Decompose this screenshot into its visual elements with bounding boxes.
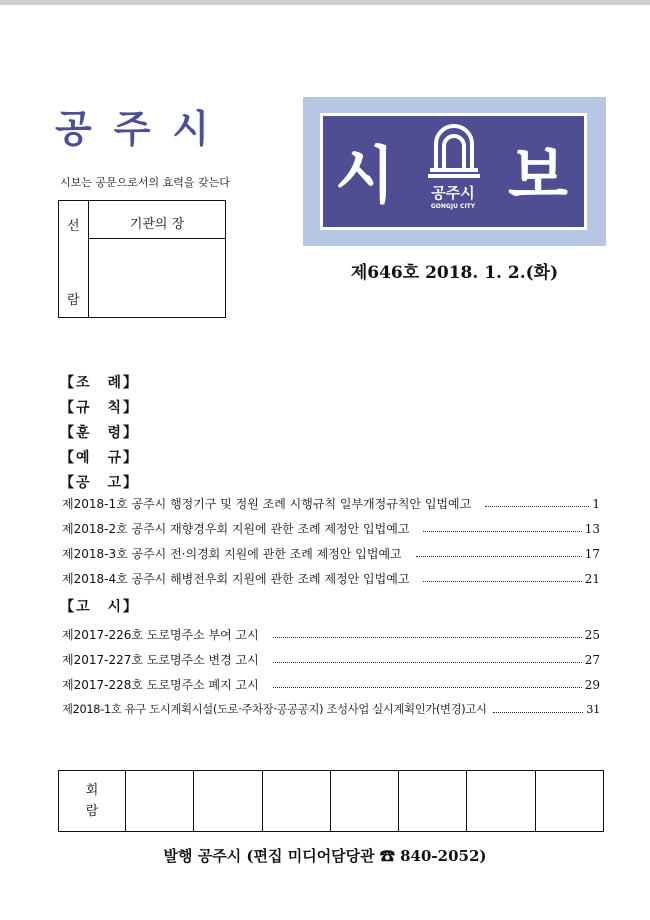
signature-cell bbox=[263, 771, 331, 831]
toc-item[interactable] bbox=[62, 520, 600, 537]
toc-page: 1 bbox=[592, 497, 600, 511]
publisher-footer: 발행 공주시 (편집 미디어담당관 ☎ 840-2052) bbox=[163, 847, 487, 865]
review-box bbox=[58, 200, 226, 318]
signature-cell bbox=[467, 771, 535, 831]
top-bar bbox=[0, 0, 650, 5]
toc-title: 제2018-3호 공주시 전·의경회 지원에 관한 조례 제정안 입법예고 bbox=[62, 547, 402, 561]
section-announcement: 【공 고】 bbox=[60, 475, 140, 491]
toc-item[interactable] bbox=[62, 570, 600, 587]
leader-dots bbox=[423, 581, 581, 582]
review-side-bottom: 람 bbox=[67, 293, 80, 308]
section-directive: 【훈 령】 bbox=[60, 425, 140, 441]
leader-dots bbox=[273, 687, 582, 688]
toc-title: 제2017-227호 도로명주소 변경 고시 bbox=[62, 653, 259, 667]
leader-dots bbox=[423, 531, 581, 532]
logo-city-kr: 공주시 bbox=[431, 184, 475, 202]
toc-page: 25 bbox=[584, 628, 600, 642]
section-ordinance: 【조 례】 bbox=[60, 375, 140, 391]
toc-page: 17 bbox=[584, 547, 600, 561]
signature-cell bbox=[399, 771, 467, 831]
circulation-table bbox=[58, 770, 604, 832]
gazette-logo bbox=[303, 97, 606, 246]
leader-dots bbox=[273, 637, 582, 638]
toc-item[interactable] bbox=[62, 495, 600, 512]
toc-item[interactable] bbox=[62, 676, 600, 693]
toc-title: 제2017-226호 도로명주소 부여 고시 bbox=[62, 628, 259, 642]
logo-char-left: 시 bbox=[335, 139, 395, 212]
leader-dots bbox=[416, 556, 582, 557]
leader-dots bbox=[273, 662, 582, 663]
toc-page: 27 bbox=[584, 653, 600, 667]
divider bbox=[89, 238, 225, 239]
signature-cell bbox=[194, 771, 262, 831]
toc-item[interactable] bbox=[62, 651, 600, 668]
page-title: 공주시 bbox=[55, 107, 232, 151]
leader-dots bbox=[493, 712, 584, 713]
toc-title: 제2018-1호 유구 도시계획시설(도로·주차장·공공공지) 조성사업 실시계획인가(변경)고시 bbox=[62, 703, 487, 716]
toc-page: 29 bbox=[584, 678, 600, 692]
toc-item[interactable] bbox=[62, 701, 600, 717]
circulation-label-bottom: 람 bbox=[85, 804, 99, 819]
section-notice: 【고 시】 bbox=[60, 599, 140, 615]
section-regulation: 【예 규】 bbox=[60, 450, 140, 466]
notice-text: 시보는 공문으로서의 효력을 갖는다 bbox=[60, 176, 230, 189]
toc-item[interactable] bbox=[62, 626, 600, 643]
review-heading: 기관의 장 bbox=[129, 217, 185, 232]
section-rule: 【규 칙】 bbox=[60, 400, 140, 416]
logo-char-right: 보 bbox=[508, 139, 568, 212]
logo-city-en: GONGJU CITY bbox=[430, 203, 476, 210]
toc-title: 제2018-2호 공주시 재향경우회 지원에 관한 조례 제정안 입법예고 bbox=[62, 522, 410, 536]
toc-item[interactable] bbox=[62, 545, 600, 562]
review-side-column bbox=[59, 201, 89, 317]
circulation-label bbox=[59, 771, 126, 831]
toc-page: 13 bbox=[584, 522, 600, 536]
issue-number-date: 제646호 2018. 1. 2.(화) bbox=[350, 263, 559, 283]
signature-cell bbox=[536, 771, 603, 831]
signature-cell bbox=[126, 771, 194, 831]
toc-title: 제2018-1호 공주시 행정기구 및 정원 조례 시행규칙 일부개정규칙안 입법예고 bbox=[62, 497, 472, 511]
toc-title: 제2018-4호 공주시 해병전우회 지원에 관한 조례 제정안 입법예고 bbox=[62, 572, 410, 586]
leader-dots bbox=[485, 506, 589, 507]
toc-page: 31 bbox=[586, 703, 600, 716]
toc-page: 21 bbox=[584, 572, 600, 586]
toc-title: 제2017-228호 도로명주소 폐지 고시 bbox=[62, 678, 259, 692]
arch-icon bbox=[428, 120, 480, 178]
review-side-top: 선 bbox=[67, 219, 80, 234]
signature-cell bbox=[331, 771, 399, 831]
circulation-label-top: 회 bbox=[85, 783, 99, 798]
